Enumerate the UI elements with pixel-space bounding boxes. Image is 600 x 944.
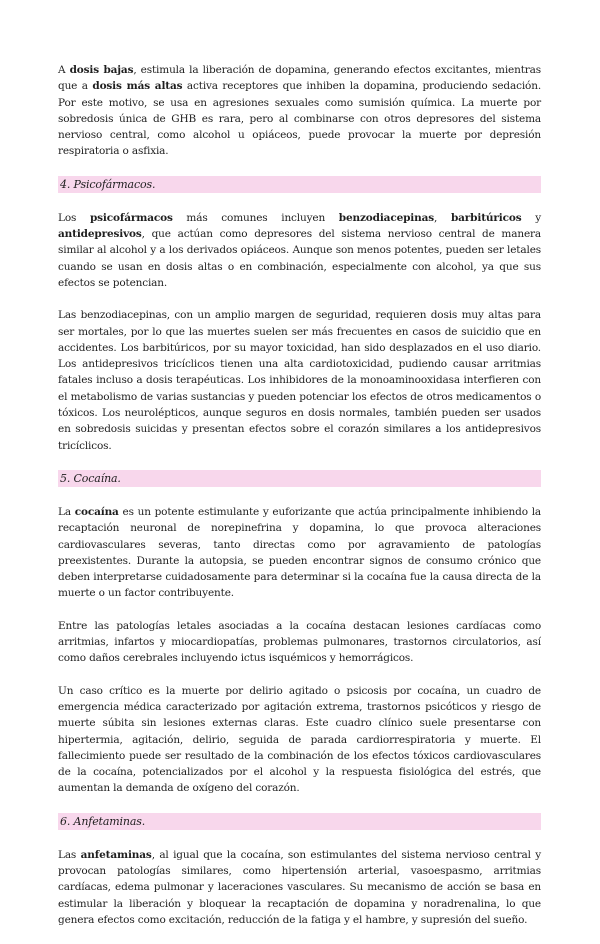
text-run: , que actúan como depresores del sistema nervioso central de manera similar al alcohol y a los derivados opiáceos. Aunque son menos potentes, pueden ser letales cuando se usan en dosis altas o en combinación, especialmente con alcohol, ya que sus efectos se potencian. xyxy=(58,228,541,289)
section-heading-psicofarmacos: 4. Psicofármacos. xyxy=(58,176,541,193)
text-run: activa receptores que inhiben la dopamina, produciendo sedación. Por este motivo, se usa en agresiones sexuales como sumisión química. La muerte por sobredosis única de GHB es rara, pero al combinarse con otros depresores del sistema nervioso central, como alcohol u opiáceos, puede provocar la muerte por depresión respiratoria o asfixia. xyxy=(58,80,542,158)
paragraph-anfetaminas xyxy=(58,847,541,928)
paragraph-psicofarmacos-intro xyxy=(58,210,541,291)
bold-term: dosis más altas xyxy=(92,80,183,93)
text-run: Las xyxy=(58,848,81,861)
bold-term: psicofármacos xyxy=(89,211,173,224)
bold-term: barbitúricos xyxy=(450,211,522,224)
text-run: y xyxy=(521,211,541,224)
text-column xyxy=(58,62,541,944)
section-heading-cocaina: 5. Cocaína. xyxy=(58,470,541,487)
bold-term: benzodiacepinas xyxy=(338,211,435,224)
text-run: La xyxy=(58,505,75,518)
bold-term: cocaína xyxy=(74,505,119,518)
bold-term: antidepresivos xyxy=(58,228,142,241)
bold-term: dosis bajas xyxy=(69,64,134,76)
text-run: más comunes incluyen xyxy=(172,211,339,224)
bold-term: anfetaminas xyxy=(80,848,152,861)
text-run: Los xyxy=(58,211,90,224)
text-run: , al igual que la cocaína, son estimulantes del sistema nervioso central y provocan patologías similares, como hipertensión arterial, vasoespasmo, arritmias cardíacas, edema pulmonar y laceraciones vasculares. Su mecanismo de acción se basa en estimular la liberación y bloquear la recaptación de dopamina y noradrenalina, lo que genera efectos como excitación, reducción de la fatiga y el hambre, y supresión del sueño. xyxy=(58,848,541,926)
paragraph-cocaina-patologias: Entre las patologías letales asociadas a la cocaína destacan lesiones cardíacas como arritmias, infartos y miocardiopatías, problemas pulmonares, trastornos circulatorios, así como daños cerebrales incluyendo ictus isquémicos y hemorrágicos. xyxy=(58,619,541,665)
paragraph-cocaina-delirio: Un caso crítico es la muerte por delirio agitado o psicosis por cocaína, un cuadro de emergencia médica caracterizado por agitación extrema, trastornos psicóticos y riesgo de muerte súbita sin lesiones externas claras. Este cuadro clínico suele presentarse con hipertermia, agitación, delirio, seguida de parada cardiorrespiratoria y muerte. El fallecimiento puede ser resultado de la combinación de los efectos tóxicos cardiovasculares de la cocaína, potencializados por el alcohol y la respuesta fisiológica del estrés, que aumentan la demanda de oxígeno del corazón. xyxy=(58,684,541,795)
text-run: A xyxy=(58,64,70,76)
paragraph-ghb-dosis xyxy=(58,62,541,160)
section-heading-anfetaminas: 6. Anfetaminas. xyxy=(58,813,541,830)
paragraph-cocaina-intro xyxy=(58,504,541,602)
paragraph-benzodiacepinas: Las benzodiacepinas, con un amplio margen de seguridad, requieren dosis muy altas para ser mortales, por lo que las muertes suelen ser más frecuentes en casos de suicidio que en accidentes. Los barbitúricos, por su mayor toxicidad, han sido desplazados en el uso diario. Los antidepresivos tricíclicos tienen una alta cardiotoxicidad, pudiendo causar arritmias fatales incluso a dosis terapéuticas. Los inhibidores de la monoaminooxidasa interfieren con el metabolismo de varias sustancias y pueden potenciar los efectos de otros medicamentos o tóxicos. Los neurolépticos, aunque seguros en dosis normales, también pueden ser usados en sobredosis suicidas y presentan efectos sobre el corazón similares a los antidepresivos tricíclicos. xyxy=(58,309,541,452)
text-run: , xyxy=(434,211,451,224)
text-run: , estimula la liberación de dopamina, generando efectos excitantes, mientras que a xyxy=(58,64,541,93)
text-run: es un potente estimulante y euforizante que actúa principalmente inhibiendo la recaptación neuronal de norepinefrina y dopamina, lo que provoca alteraciones cardiovasculares severas, tanto directas como por agravamiento de patologías preexistentes. Durante la autopsia, se pueden encontrar signos de consumo crónico que deben interpretarse cuidadosamente para determinar si la cocaína fue la causa directa de la muerte o un factor contribuyente. xyxy=(58,505,542,600)
